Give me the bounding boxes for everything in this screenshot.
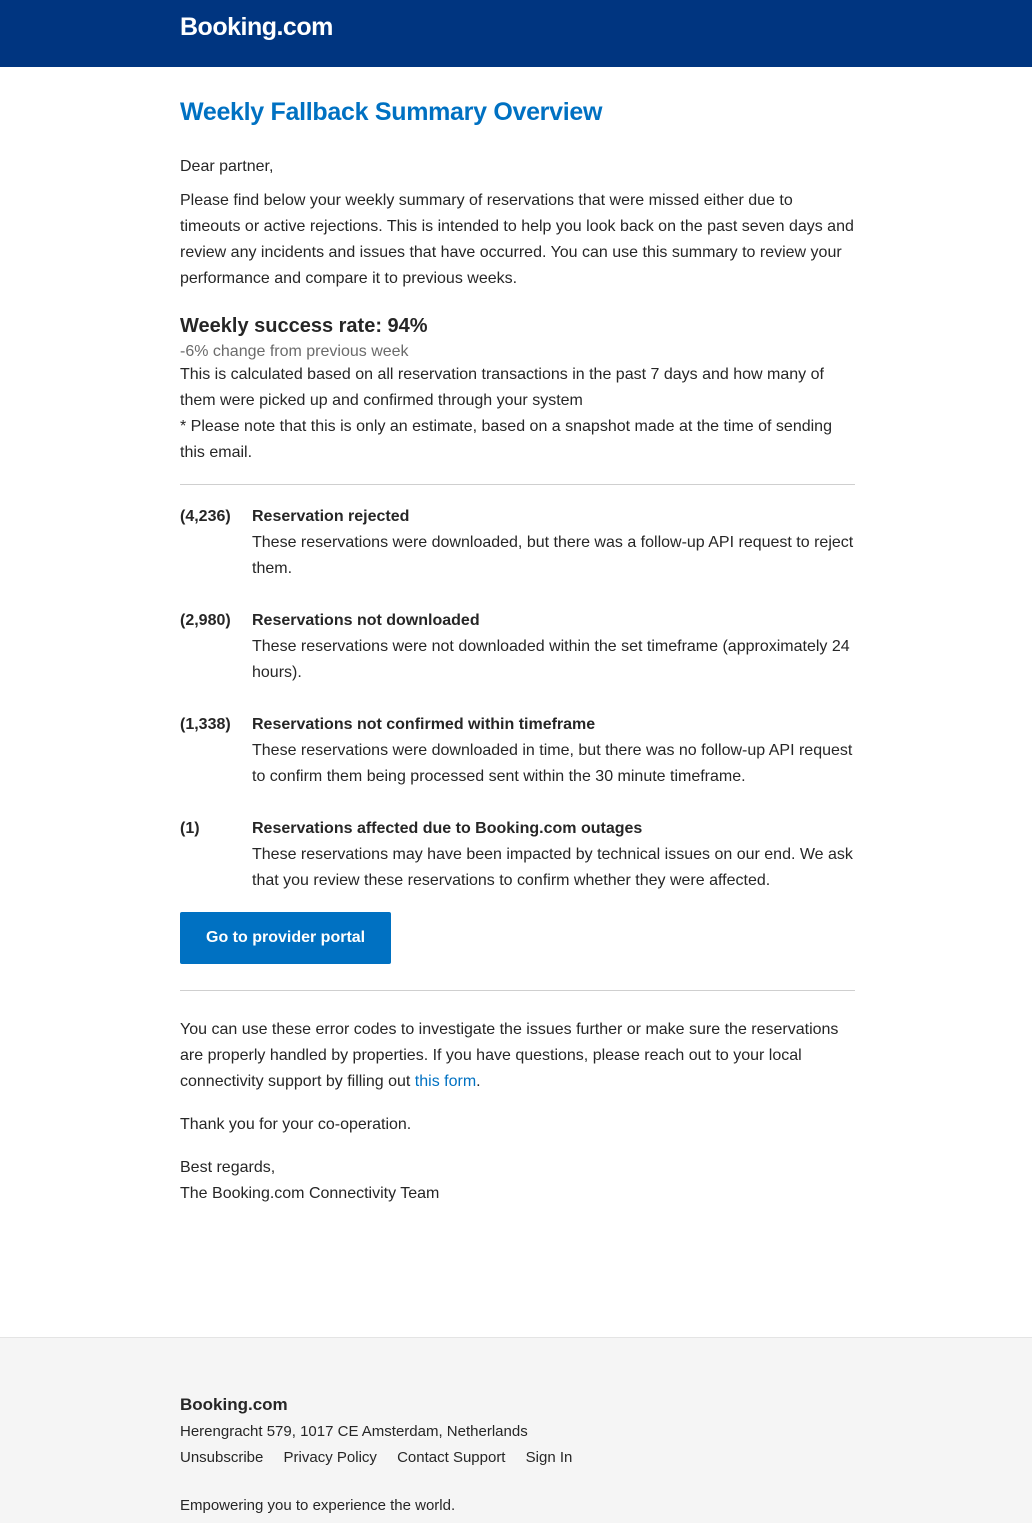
period: . bbox=[476, 1073, 481, 1090]
email-title: Weekly Fallback Summary Overview bbox=[180, 98, 603, 126]
email-footer bbox=[0, 1337, 1032, 1523]
item-title: Reservation rejected bbox=[252, 508, 410, 525]
list-item bbox=[180, 816, 855, 894]
item-description: These reservations may have been impacted by technical issues on our end. We ask that you review these reservations to confirm whether they were affected. bbox=[252, 846, 853, 889]
list-item bbox=[180, 504, 855, 582]
divider bbox=[180, 990, 855, 991]
item-count: (4,236) bbox=[180, 508, 231, 525]
support-form-link[interactable]: this form bbox=[414, 1073, 477, 1090]
divider bbox=[180, 484, 855, 485]
item-title: Reservations not downloaded bbox=[252, 612, 480, 629]
success-rate-title: Weekly success rate: 94% bbox=[180, 315, 428, 337]
signoff bbox=[180, 1155, 855, 1207]
regards-text: Best regards, bbox=[180, 1159, 276, 1176]
sign-in-link[interactable]: Sign In bbox=[525, 1449, 573, 1466]
footer-tagline: Empowering you to experience the world. bbox=[180, 1497, 456, 1514]
booking-logo[interactable]: Booking.com bbox=[180, 13, 333, 41]
contact-support-link[interactable]: Contact Support bbox=[397, 1449, 506, 1466]
item-description: These reservations were downloaded, but there was a follow-up API request to reject them. bbox=[252, 534, 854, 577]
item-title: Reservations not confirmed within timeframe bbox=[252, 716, 596, 733]
item-count: (2,980) bbox=[180, 612, 231, 629]
item-count: (1) bbox=[180, 820, 200, 837]
footer-brand: Booking.com bbox=[180, 1395, 288, 1414]
issues-list bbox=[180, 504, 855, 894]
error-codes-text: You can use these error codes to investigate the issues further or make sure the reservations are properly handled by properties. If you have questions, please reach out to your local connectivity support by filling out bbox=[180, 1021, 839, 1090]
item-description: These reservations were not downloaded within the set timeframe (approximately 24 hours). bbox=[252, 638, 850, 681]
success-rate-description: This is calculated based on all reservation transactions in the past 7 days and how many of them were picked up and confirmed through your system bbox=[180, 366, 824, 409]
email-body bbox=[180, 96, 855, 1215]
greeting: Dear partner, bbox=[180, 158, 274, 175]
unsubscribe-link[interactable]: Unsubscribe bbox=[180, 1449, 264, 1466]
list-item bbox=[180, 712, 855, 790]
item-description: These reservations were downloaded in time, but there was no follow-up API request to confirm them being processed sent within the 30 minute timeframe. bbox=[252, 742, 853, 785]
thanks-text: Thank you for your co-operation. bbox=[180, 1116, 412, 1133]
success-rate-change: -6% change from previous week bbox=[180, 343, 409, 360]
email-header bbox=[0, 0, 1032, 67]
signature-text: The Booking.com Connectivity Team bbox=[180, 1185, 440, 1202]
list-item bbox=[180, 608, 855, 686]
footer-links bbox=[180, 1447, 588, 1469]
error-codes-paragraph bbox=[180, 1017, 855, 1095]
privacy-policy-link[interactable]: Privacy Policy bbox=[283, 1449, 377, 1466]
provider-portal-button[interactable]: Go to provider portal bbox=[180, 912, 391, 964]
item-title: Reservations affected due to Booking.com outages bbox=[252, 820, 643, 837]
item-count: (1,338) bbox=[180, 716, 231, 733]
intro-paragraph: Please find below your weekly summary of reservations that were missed either due to timeouts or active rejections. This is intended to help you look back on the past seven days and review any incidents and issues that have occurred. You can use this summary to review your performance and compare it to previous weeks. bbox=[180, 192, 854, 287]
footer-address: Herengracht 579, 1017 CE Amsterdam, Netherlands bbox=[180, 1423, 528, 1440]
success-rate-note: * Please note that this is only an estimate, based on a snapshot made at the time of sending this email. bbox=[180, 418, 832, 461]
